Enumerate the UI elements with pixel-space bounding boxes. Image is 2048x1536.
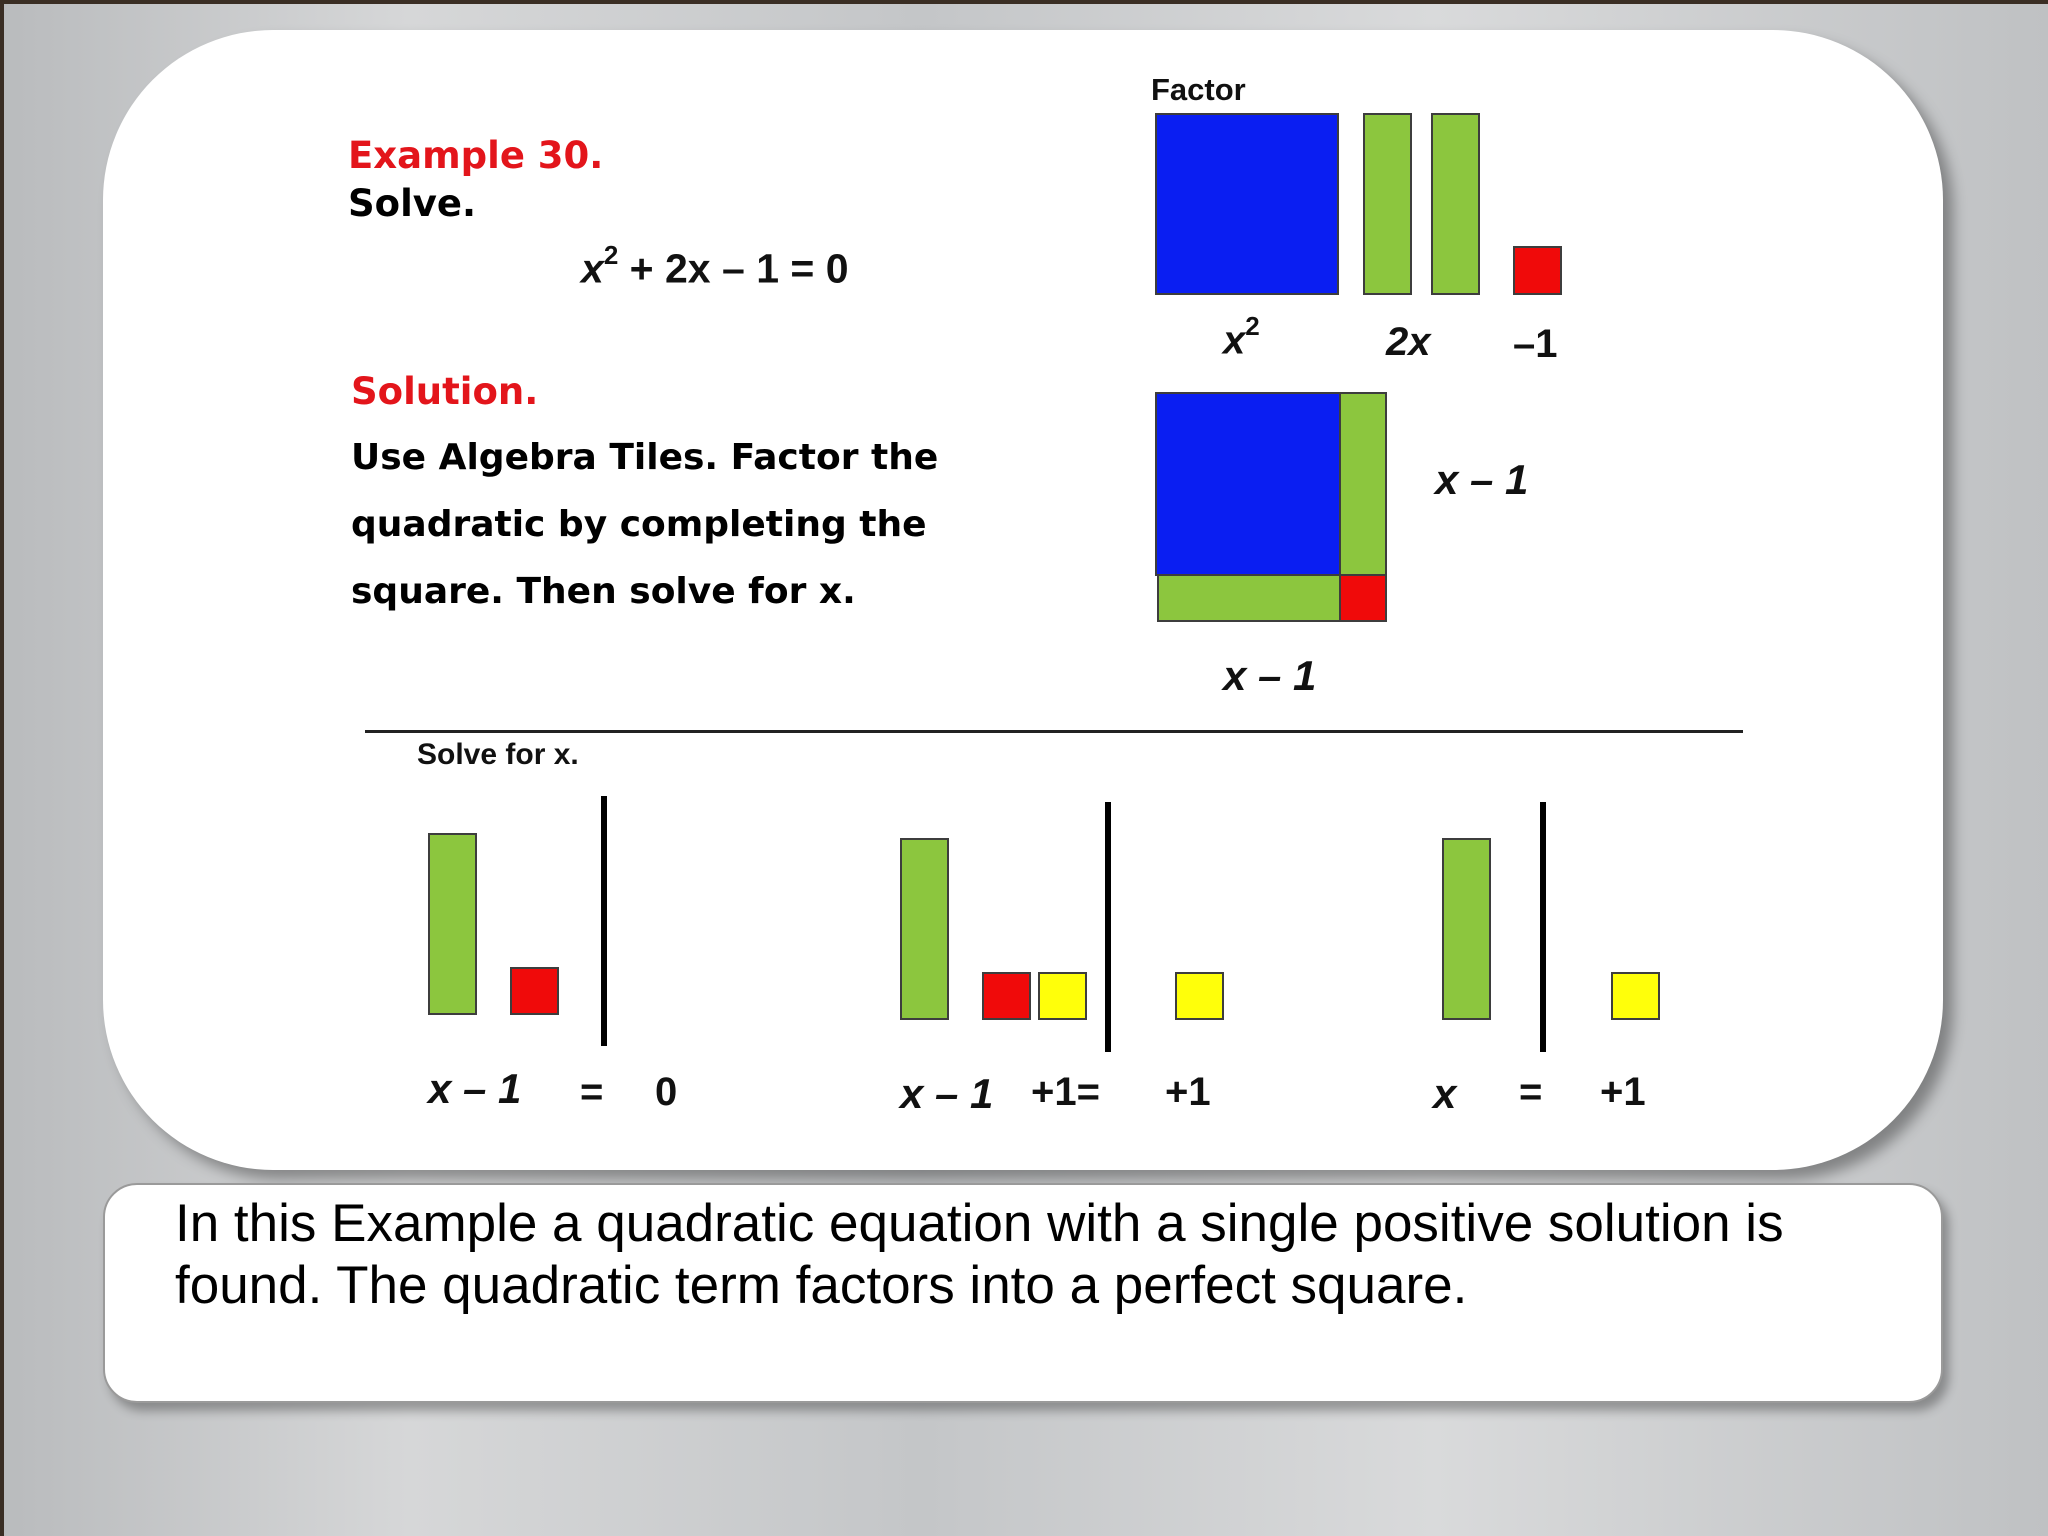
step3-right-label: +1 <box>1600 1070 1646 1114</box>
factored-horizontal-x-tile <box>1157 574 1341 622</box>
slide-card <box>103 30 1943 1170</box>
solution-line-1: Use Algebra Tiles. Factor the <box>351 437 939 478</box>
factor-title: Factor <box>1151 72 1246 107</box>
x-tile-2 <box>1431 113 1480 295</box>
example-prompt: Solve. <box>348 182 477 225</box>
step2-pos-unit-tile-right <box>1175 972 1224 1020</box>
label-2x <box>1386 320 1431 365</box>
label-x-squared <box>1223 311 1260 363</box>
step3-left-label: x <box>1433 1070 1457 1117</box>
step2-plus-label: +1= <box>1031 1070 1100 1114</box>
step3-equals: = <box>1519 1070 1543 1114</box>
step2-neg-unit-tile <box>982 972 1031 1020</box>
label-x-squared-exp: 2 <box>1245 311 1260 341</box>
equation-rest: + 2x – 1 = 0 <box>618 245 849 292</box>
label-neg-1: –1 <box>1513 322 1558 366</box>
label-2x-text: 2x <box>1386 320 1431 364</box>
step2-right-label: +1 <box>1165 1070 1211 1114</box>
step3-pos-unit-tile <box>1611 972 1660 1020</box>
step2-x-tile <box>900 838 949 1020</box>
equation-x: x <box>581 245 604 292</box>
solution-line-3: square. Then solve for x. <box>351 571 856 612</box>
frame-left-edge <box>0 0 4 1536</box>
step1-neg-unit-tile <box>510 967 559 1015</box>
label-x-squared-base: x <box>1223 318 1246 363</box>
problem-equation <box>581 240 849 293</box>
frame-top-edge <box>0 0 2048 4</box>
caption-text: In this Example a quadratic equation with a single positive solution is found. The quadratic term factors into a perfect square. <box>175 1194 1784 1315</box>
equation-exponent: 2 <box>603 240 619 270</box>
step3-equals-bar <box>1540 802 1546 1052</box>
step2-left-label: x – 1 <box>900 1070 994 1117</box>
factored-x-squared-tile <box>1155 392 1341 576</box>
step1-equals-bar <box>601 796 607 1046</box>
factored-vertical-x-tile <box>1339 392 1387 576</box>
solve-title: Solve for x. <box>417 738 579 771</box>
factor-bottom-label: x – 1 <box>1223 652 1317 699</box>
factor-side-label: x – 1 <box>1435 456 1529 503</box>
x-tile-1 <box>1363 113 1412 295</box>
neg-unit-tile <box>1513 246 1562 295</box>
step3-x-tile <box>1442 838 1491 1020</box>
step2-equals-bar <box>1105 802 1111 1052</box>
example-title: Example 30. <box>348 134 604 177</box>
caption-box <box>103 1183 1943 1403</box>
step1-left-label: x – 1 <box>428 1065 522 1112</box>
step1-equals: = <box>580 1070 604 1114</box>
solution-line-2: quadratic by completing the <box>351 504 927 545</box>
step2-pos-unit-tile-left <box>1038 972 1087 1020</box>
factored-neg-unit-tile <box>1339 574 1387 622</box>
step1-right-label: 0 <box>655 1070 678 1114</box>
solution-heading: Solution. <box>351 370 539 413</box>
x-squared-tile <box>1155 113 1339 295</box>
solution-text <box>351 424 1051 625</box>
step1-x-tile <box>428 833 477 1015</box>
section-divider <box>365 730 1743 733</box>
